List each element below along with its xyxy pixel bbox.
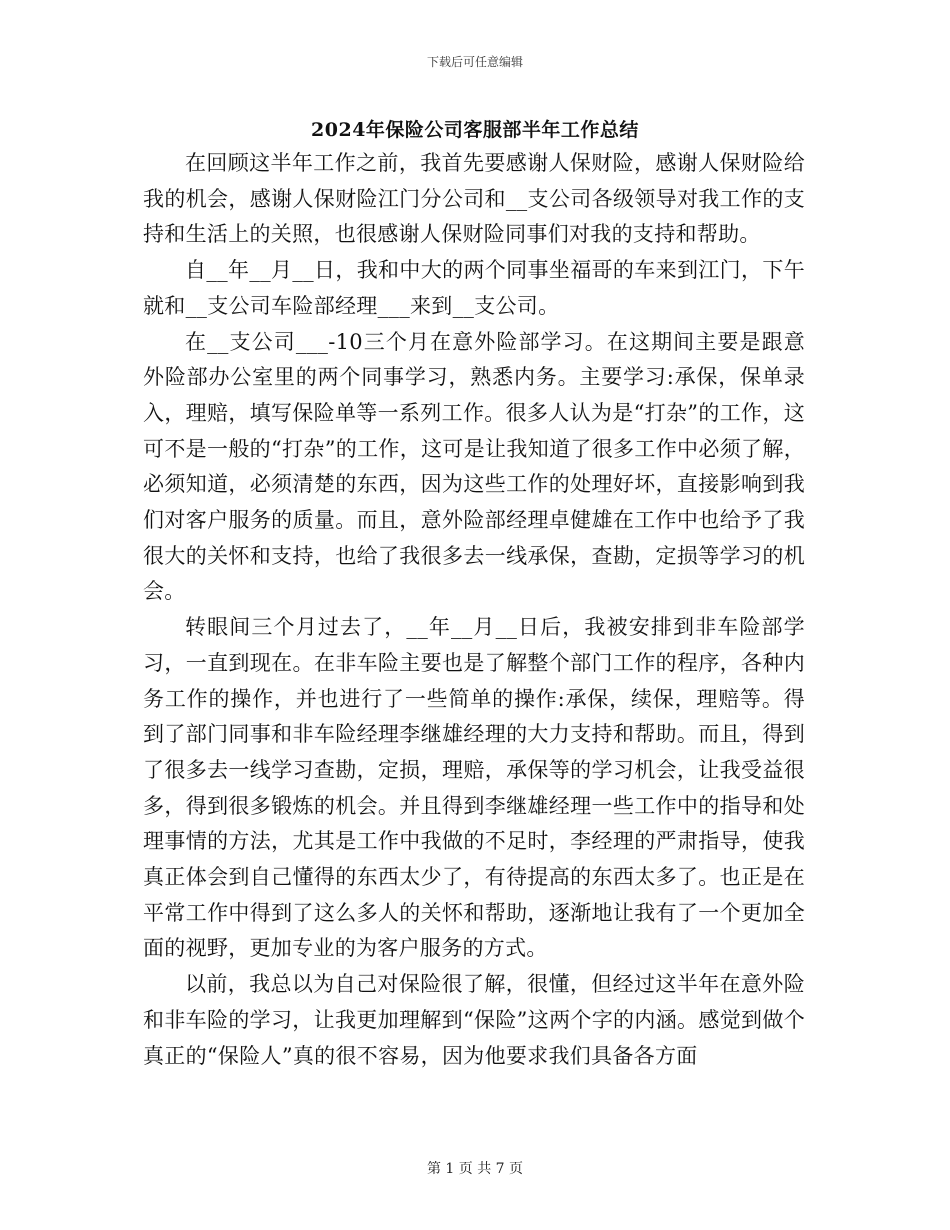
paragraph: 在__支公司___-10三个月在意外险部学习。在这期间主要是跟意外险部办公室里的两个同事学习，熟悉内务。主要学习:承保，保单录入，理赔，填写保险单等一系列工作。很多人认为是“打杂”的工作，这可不是一般的“打杂”的工作，这可是让我知道了很多工作中必须了解，必须知道，必须清楚的东西，因为这些工作的处理好坏，直接影响到我们对客户服务的质量。而且，意外险部经理卓健雄在工作中也给予了我很大的关怀和支持，也给了我很多去一线承保，查勘，定损等学习的机会。 [143,329,805,604]
page-number: 第 1 页 共 7 页 [426,1161,524,1177]
paragraph: 转眼间三个月过去了，__年__月__日后，我被安排到非车险部学习，一直到现在。在非车险主要也是了解整个部门工作的程序，各种内务工作的操作，并也进行了一些简单的操作:承保，续保，理赔等。得到了部门同事和非车险经理李继雄经理的大力支持和帮助。而且，得到了很多去一线学习查勘，定损，理赔，承保等的学习机会，让我受益很多，得到很多锻炼的机会。并且得到李继雄经理一些工作中的指导和处理事情的方法，尤其是工作中我做的不足时，李经理的严肃指导，使我真正体会到自己懂得的东西太少了，有待提高的东西太多了。也正是在平常工作中得到了这么多人的关怀和帮助，逐渐地让我有了一个更加全面的视野，更加专业的为客户服务的方式。 [143,615,805,961]
document-title: 2024年保险公司客服部半年工作总结 [311,119,639,141]
paragraph: 在回顾这半年工作之前，我首先要感谢人保财险，感谢人保财险给我的机会，感谢人保财险江门分公司和__支公司各级领导对我工作的支持和生活上的关照，也很感谢人保财险同事们对我的支持和帮助。 [143,151,805,247]
paragraph: 以前，我总以为自己对保险很了解，很懂，但经过这半年在意外险和非车险的学习，让我更加理解到“保险”这两个字的内涵。感觉到做个真正的“保险人”真的很不容易，因为他要求我们具备各方面 [143,972,805,1068]
document-body [143,146,805,1074]
page-header-note: 下载后可任意编辑 [426,55,523,69]
paragraph: 自__年__月__日，我和中大的两个同事坐福哥的车来到江门，下午就和__支公司车险部经理___来到__支公司。 [143,258,805,318]
